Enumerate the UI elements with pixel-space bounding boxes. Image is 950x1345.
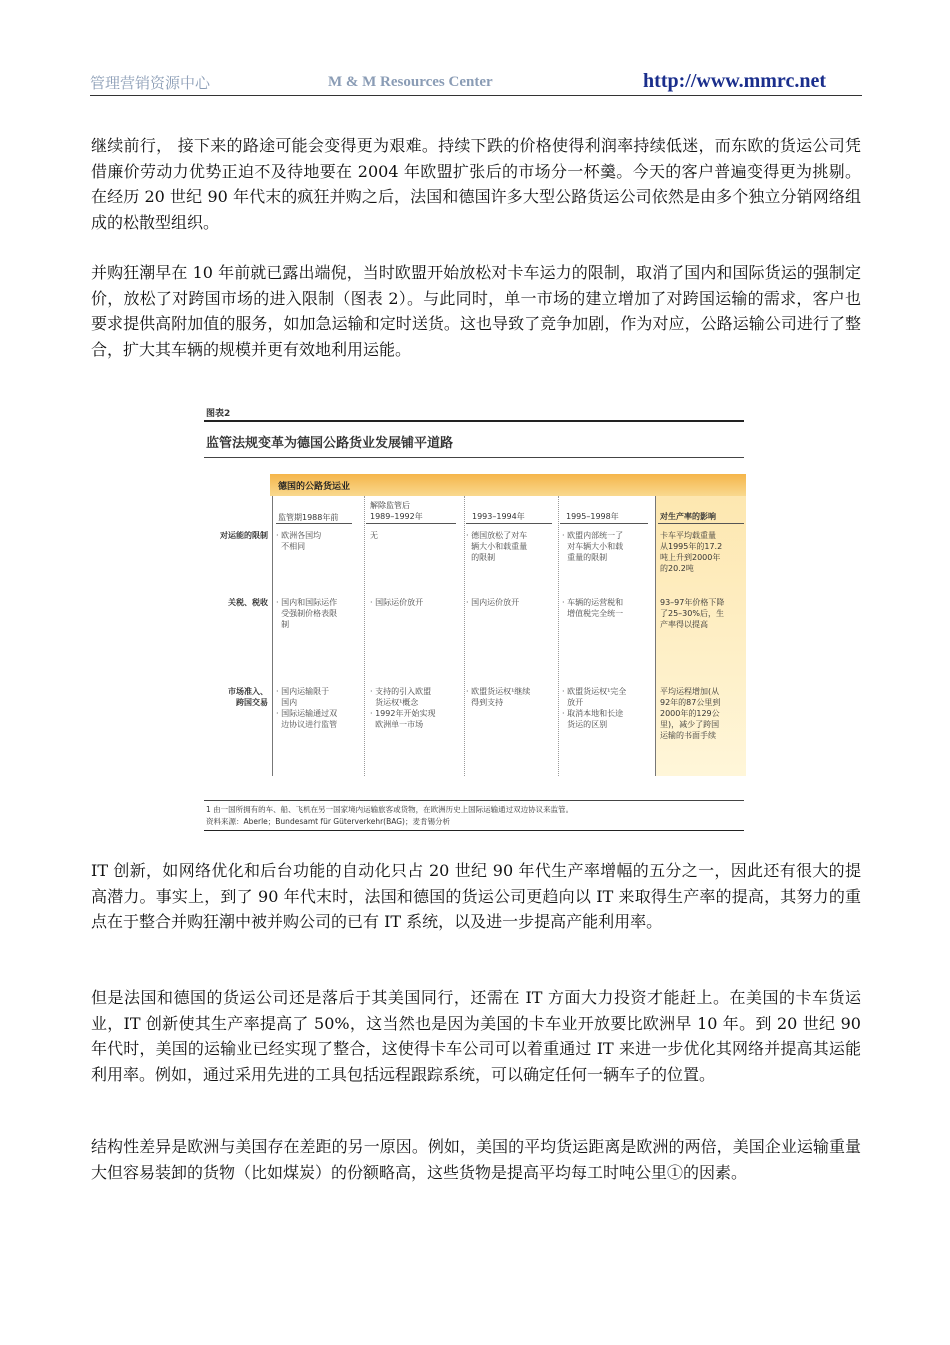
row-head-market-access: 市场准入、 跨国交易 (228, 687, 268, 707)
figure-title: 监管法规变革为德国公路货业发展铺平道路 (206, 436, 454, 451)
figure-chart-2 (200, 404, 748, 834)
cell-access-1989: · 支持的引入欧盟 货运权¹概念 · 1992年开始实现 欧洲单一市场 (370, 687, 436, 729)
col-head-deregulation: 解除监管后 (370, 501, 410, 510)
cell-access-impact: 平均运程增加(从 92年的87公里到 2000年的129公 里)，减少了跨国 运输的书面手续 (660, 687, 721, 740)
row-head-capacity: 对运能的限制 (220, 531, 268, 540)
figure-footnote: 1 由一国所拥有的车、船、飞机在另一国家境内运输旅客或货物，在欧洲历史上国际运输通过双边协议来监管。 (206, 805, 574, 814)
grid-line-4 (558, 496, 559, 776)
cell-capacity-1995: · 欧盟内部统一了 对车辆大小和载 重量的限制 (562, 531, 624, 562)
header-org-name: 管理营销资源中心 (90, 74, 211, 92)
col-head-impact: 对生产率的影响 (660, 512, 716, 521)
cell-tariffs-impact: 93–97年价格下降 了25–30%后，生 产率得以提高 (660, 598, 725, 629)
figure-label: 图表2 (206, 409, 231, 419)
grid-line-3 (464, 496, 465, 776)
cell-access-pre1988: · 国内运输限于 国内 · 国际运输通过双 边协议进行监管 (276, 687, 338, 729)
cell-capacity-impact: 卡车平均载重量 从1995年的17.2 吨上升到2000年 的20.2吨 (660, 531, 723, 573)
cell-capacity-pre1988: · 欧洲各国均 不相同 (276, 531, 322, 551)
paragraph-3: IT 创新，如网络优化和后台功能的自动化只占 20 世纪 90 年代生产率增幅的五分之一，因此还有很大的提高潜力。事实上，到了 90 年代末时，法国和德国的货运公司更趋向以 IT 来取得生产率的提高，其努力的重点在于整合并购狂潮中被并购公司的已有 IT 系统，以及进一步提高产能利用率。 (91, 861, 861, 932)
figure-top-rule (204, 420, 744, 422)
page-header (90, 70, 862, 96)
cell-capacity-1989: 无 (370, 531, 378, 540)
cell-tariffs-pre1988: · 国内和国际运作 受强制价格表限 制 (276, 598, 338, 629)
cell-capacity-1993: · 德国放松了对车 辆大小和载重量 的限制 (466, 531, 528, 562)
grid-line-2 (364, 496, 365, 776)
col-head-pre1988: 监管期1988年前 (278, 513, 339, 522)
cell-tariffs-1995: · 车辆的运营税和 增值税完全统一 (562, 598, 624, 618)
col-head-1989-1992: 1989–1992年 (370, 512, 423, 521)
col-rule-4 (560, 523, 648, 524)
cell-access-1995: · 欧盟货运权¹完全 放开 · 取消本地和长途 货运的区别 (562, 687, 627, 729)
grid-line-5 (655, 496, 656, 776)
cell-tariffs-1989: · 国际运价放开 (370, 598, 424, 607)
paragraph-1: 继续前行， 接下来的路途可能会变得更为艰难。持续下跌的价格使得利润率持续低迷，而东欧的货运公司凭借廉价劳动力优势正迫不及待地要在 2004 年欧盟扩张后的市场分一杯羹。今天的客户普遍变得更为挑剔。在经历 20 世纪 90 年代末的疯狂并购之后，法国和德国许多大型公路货运公司依然是由多个独立分销网络组成的松散型组织。 (91, 136, 861, 232)
grid-line-1 (272, 496, 273, 776)
header-rule (90, 95, 862, 96)
header-url-link[interactable]: http://www.mmrc.net (643, 70, 826, 92)
col-rule-2 (366, 523, 456, 524)
row-head-tariffs: 关税、税收 (228, 598, 268, 607)
industry-band-label: 德国的公路货运业 (278, 482, 351, 492)
col-rule-3 (466, 523, 552, 524)
paragraph-4: 但是法国和德国的货运公司还是落后于其美国同行，还需在 IT 方面大力投资才能赶上。在美国的卡车货运业，IT 创新使其生产率提高了 50%，这当然也是因为美国的卡车业开放要比欧洲早 10 年。到 20 世纪 90 年代时，美国的运输业已经实现了整合，这使得卡车公司可以着重通过 IT 来进一步优化其网络并提高其运能利用率。例如，通过采用先进的工具包括远程跟踪系统，可以确定任何一辆车子的位置。 (91, 988, 861, 1084)
figure-bottom-rule (204, 800, 744, 801)
figure-source: 资料来源：Aberle；Bundesamt für Güterverkehr(BAG)；麦肯锡分析 (206, 817, 450, 826)
figure-title-rule (204, 457, 744, 458)
cell-tariffs-1993: · 国内运价放开 (466, 598, 520, 607)
figure-end-rule (204, 830, 744, 831)
header-center-title: M & M Resources Center (328, 74, 493, 90)
paragraph-5: 结构性差异是欧洲与美国存在差距的另一原因。例如，美国的平均货运距离是欧洲的两倍，美国企业运输重量大但容易装卸的货物（比如煤炭）的份额略高，这些货物是提高平均每工时吨公里①的因素。 (91, 1137, 861, 1182)
col-head-1993-1994: 1993–1994年 (472, 512, 525, 521)
col-head-1995-1998: 1995–1998年 (566, 512, 619, 521)
col-rule-5 (658, 523, 744, 524)
col-rule-1 (276, 523, 352, 524)
paragraph-2: 并购狂潮早在 10 年前就已露出端倪，当时欧盟开始放松对卡车运力的限制，取消了国内和国际货运的强制定价，放松了对跨国市场的进入限制（图表 2）。与此同时，单一市场的建立增加了对跨国运输的需求，客户也要求提供高附加值的服务，如加急运输和定时送货。这也导致了竞争加剧，作为对应，公路运输公司进行了整合，扩大其车辆的规模并更有效地利用运能。 (91, 263, 861, 359)
cell-access-1993: · 欧盟货运权¹继续 得到支持 (466, 687, 531, 707)
